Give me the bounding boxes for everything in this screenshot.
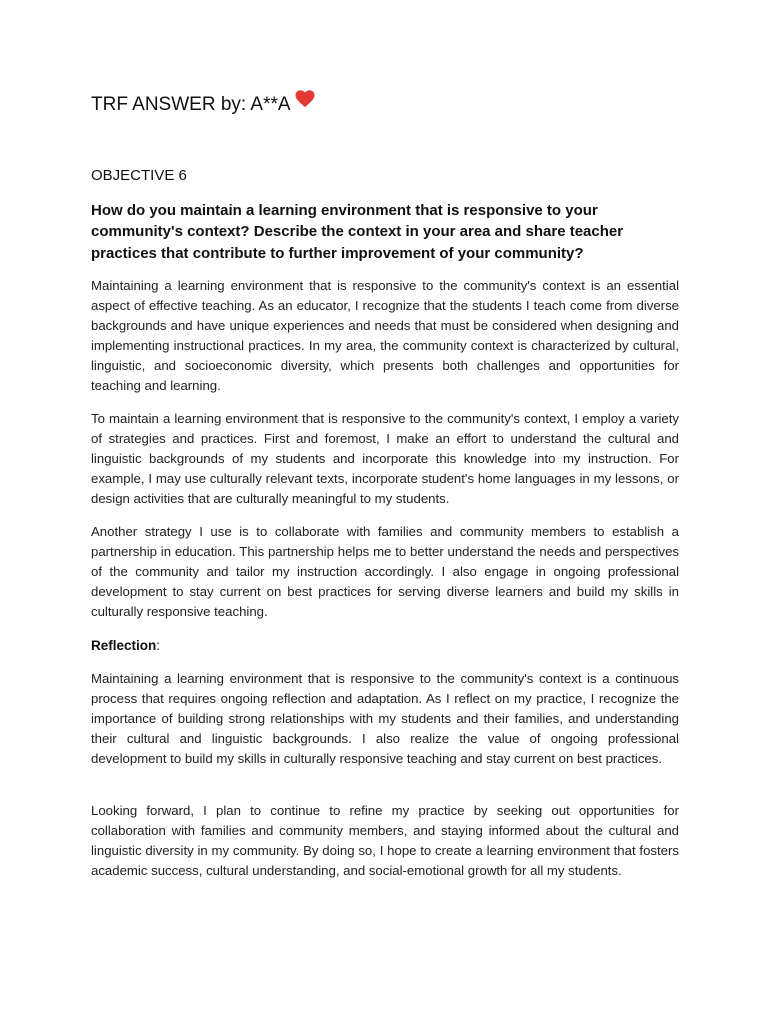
reflection-label: Reflection	[91, 638, 157, 653]
reflection-paragraph-1: Maintaining a learning environment that is responsive to the community's context is a continuous process that requires ongoing reflection and adaptation. As I reflect on my practice, I recognize the importance of building strong relationships with my students and their families, and understanding their cultural and linguistic backgrounds. I also realize the value of ongoing professional development to build my skills in culturally responsive teaching and stay current on best practices.	[91, 671, 679, 767]
objective-heading: OBJECTIVE 6	[91, 167, 187, 184]
reflection-heading	[91, 636, 160, 656]
document-title	[91, 92, 315, 118]
question-text: How do you maintain a learning environment that is responsive to your community's context? Describe the context in your area and share teacher practices that contribute to further improvement of your community?	[91, 202, 624, 262]
document-title-text: TRF ANSWER by: A**A	[91, 94, 291, 115]
heart-icon	[295, 90, 315, 116]
answer-paragraph-2: To maintain a learning environment that is responsive to the community's context, I employ a variety of strategies and practices. First and foremost, I make an effort to understand the cultural and linguistic backgrounds of my students and incorporate this knowledge into my instruction. For example, I may use culturally relevant texts, incorporate student's home languages in my lessons, or design activities that are culturally meaningful to my students.	[91, 411, 679, 507]
answer-paragraph-3: Another strategy I use is to collaborate with families and community members to establish a partnership in education. This partnership helps me to better understand the needs and perspectives of the community and tailor my instruction accordingly. I also engage in ongoing professional development to stay current on best practices for serving diverse learners and build my skills in culturally responsive teaching.	[91, 524, 679, 620]
reflection-colon: :	[156, 638, 161, 653]
reflection-paragraph-2: Looking forward, I plan to continue to refine my practice by seeking out opportunities for collaboration with families and community members, and staying informed about the cultural and linguistic diversity in my community. By doing so, I hope to create a learning environment that fosters academic success, cultural understanding, and social-emotional growth for all my students.	[91, 803, 679, 879]
answer-paragraph-1: Maintaining a learning environment that is responsive to the community's context is an essential aspect of effective teaching. As an educator, I recognize that the students I teach come from diverse backgrounds and have unique experiences and needs that must be considered when designing and implementing instructional practices. In my area, the community context is characterized by cultural, linguistic, and socioeconomic diversity, which presents both challenges and opportunities for teaching and learning.	[91, 278, 679, 394]
